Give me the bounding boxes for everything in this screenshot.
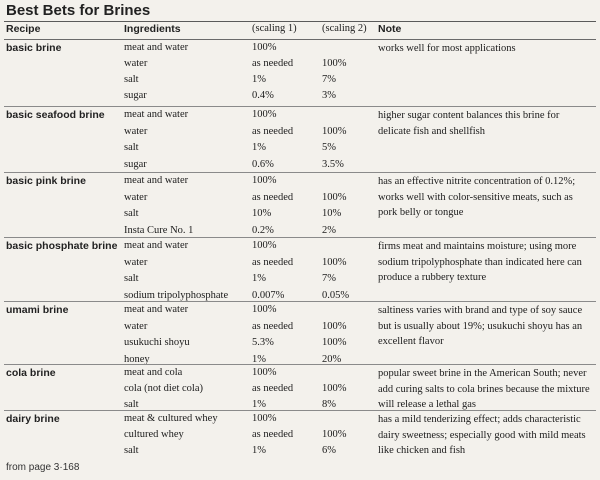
ingredient-cell: meat and cola: [124, 367, 183, 378]
scaling-1-cell: 100%: [252, 175, 277, 186]
group-divider: [4, 106, 596, 107]
scaling-1-cell: as needed: [252, 320, 294, 332]
scaling-2-cell: 100%: [322, 383, 347, 394]
scaling-2-cell: 0.05%: [322, 289, 350, 301]
scaling-1-cell: 1%: [252, 142, 266, 153]
scaling-2-cell: 7%: [322, 74, 336, 85]
header-rule: [4, 39, 596, 40]
scaling-1-cell: as needed: [252, 429, 294, 440]
recipe-group: [0, 239, 600, 302]
ingredient-cell: sugar: [124, 90, 147, 101]
scaling-1-cell: 10%: [252, 208, 272, 219]
scaling-2-cell: 6%: [322, 445, 336, 456]
scaling-1-cell: 100%: [252, 240, 277, 251]
scaling-1-cell: 0.4%: [252, 90, 274, 101]
ingredient-cell: sugar: [124, 158, 147, 170]
table-header: [0, 23, 600, 39]
ingredient-cell: cola (not diet cola): [124, 383, 204, 394]
scaling-1-cell: 1%: [252, 445, 266, 456]
scaling-1-cell: 1%: [252, 74, 266, 85]
ingredient-cell: water: [124, 125, 148, 137]
recipe-group: [0, 366, 600, 411]
note-cell: higher sugar content balances this brine for delicate fish and shellfish: [378, 110, 560, 137]
header-scaling-1: (scaling 1): [252, 23, 297, 34]
group-divider: [4, 301, 596, 302]
table-row: [0, 74, 600, 89]
scaling-2-cell: 100%: [322, 337, 347, 348]
group-divider: [4, 172, 596, 173]
note-cell: has an effective nitrite concentration of 0.12%; works well with color-sensitive meats, such as pork belly or tongue: [378, 176, 576, 218]
scaling-2-cell: 3.5%: [322, 158, 344, 170]
ingredient-cell: water: [124, 320, 148, 332]
ingredient-cell: sodium tripolyphosphate: [124, 289, 229, 301]
scaling-1-cell: 0.6%: [252, 158, 274, 170]
ingredient-cell: salt: [124, 74, 139, 85]
note-cell: saltiness varies with brand and type of soy sauce but is usually about 19%; usukuchi shoyu has an excellent flavor: [378, 305, 583, 347]
scaling-1-cell: 100%: [252, 367, 277, 378]
note-cell: works well for most applications: [378, 43, 516, 54]
scaling-2-cell: 100%: [322, 125, 347, 137]
header-note: Note: [378, 23, 402, 35]
table-row: [0, 90, 600, 105]
scaling-2-cell: 3%: [322, 90, 336, 101]
ingredient-cell: usukuchi shoyu: [124, 337, 190, 348]
scaling-2-cell: 100%: [322, 429, 347, 440]
ingredient-cell: salt: [124, 399, 139, 410]
scaling-2-cell: 7%: [322, 273, 336, 284]
recipe-name: basic pink brine: [6, 175, 86, 187]
ingredient-cell: meat and water: [124, 175, 189, 186]
scaling-1-cell: 100%: [252, 109, 277, 120]
scaling-2-cell: 10%: [322, 208, 342, 219]
recipe-group: [0, 174, 600, 238]
ingredient-cell: meat and water: [124, 304, 189, 315]
header-ingredients: Ingredients: [124, 23, 181, 35]
table-row: [0, 58, 600, 73]
scaling-1-cell: 100%: [252, 413, 277, 424]
ingredient-cell: meat and water: [124, 109, 189, 120]
scaling-1-cell: 5.3%: [252, 337, 274, 348]
scaling-1-cell: 0.2%: [252, 224, 274, 236]
ingredient-cell: cultured whey: [124, 429, 184, 440]
scaling-2-cell: 100%: [322, 320, 347, 332]
table-row: [0, 142, 600, 157]
ingredient-cell: salt: [124, 142, 139, 153]
recipe-name: dairy brine: [6, 413, 60, 425]
top-rule: [4, 21, 596, 22]
ingredient-cell: honey: [124, 353, 150, 365]
ingredient-cell: meat and water: [124, 42, 189, 53]
scaling-1-cell: 100%: [252, 42, 277, 53]
header-scaling-2: (scaling 2): [322, 23, 367, 34]
recipe-name: cola brine: [6, 367, 56, 379]
scaling-1-cell: as needed: [252, 125, 294, 137]
ingredient-cell: meat & cultured whey: [124, 413, 218, 424]
note-cell: firms meat and maintains moisture; using more sodium tripolyphosphate than indicated here can produce a rubbery texture: [378, 241, 582, 283]
recipe-group: [0, 108, 600, 173]
ingredient-cell: Insta Cure No. 1: [124, 224, 194, 236]
page-reference: from page 3·168: [6, 462, 80, 473]
page-title: Best Bets for Brines: [6, 2, 151, 19]
scaling-2-cell: 100%: [322, 191, 347, 203]
group-divider: [4, 364, 596, 365]
scaling-1-cell: 1%: [252, 399, 266, 410]
scaling-2-cell: 20%: [322, 353, 342, 365]
scaling-2-cell: 8%: [322, 399, 336, 410]
scaling-2-cell: 100%: [322, 256, 347, 268]
ingredient-cell: water: [124, 256, 148, 268]
recipe-name: basic brine: [6, 42, 62, 54]
ingredient-cell: salt: [124, 273, 139, 284]
scaling-2-cell: 2%: [322, 224, 336, 236]
scaling-2-cell: 5%: [322, 142, 336, 153]
ingredient-cell: water: [124, 191, 148, 203]
group-divider: [4, 410, 596, 411]
scaling-1-cell: 100%: [252, 304, 277, 315]
ingredient-cell: salt: [124, 445, 139, 456]
header-recipe: Recipe: [6, 23, 41, 35]
recipe-name: basic seafood brine: [6, 109, 105, 121]
scaling-1-cell: 0.007%: [252, 289, 285, 301]
ingredient-cell: meat and water: [124, 240, 189, 251]
note-cell: popular sweet brine in the American South; never add curing salts to cola brines because the mixture will release a lethal gas: [378, 368, 590, 410]
recipe-group: [0, 303, 600, 365]
recipe-group: [0, 412, 600, 458]
group-divider: [4, 237, 596, 238]
scaling-1-cell: 1%: [252, 273, 266, 284]
scaling-1-cell: as needed: [252, 256, 294, 268]
scaling-1-cell: as needed: [252, 191, 294, 203]
ingredient-cell: salt: [124, 208, 139, 219]
scaling-2-cell: 100%: [322, 58, 347, 69]
recipe-name: umami brine: [6, 304, 69, 316]
scaling-1-cell: 1%: [252, 353, 266, 365]
note-cell: has a mild tenderizing effect; adds characteristic dairy sweetness; especially good with mild meats like chicken and fish: [378, 414, 586, 456]
scaling-1-cell: as needed: [252, 383, 294, 394]
recipe-group: [0, 41, 600, 107]
ingredient-cell: water: [124, 58, 148, 69]
scaling-1-cell: as needed: [252, 58, 294, 69]
recipe-name: basic phosphate brine: [6, 240, 118, 252]
